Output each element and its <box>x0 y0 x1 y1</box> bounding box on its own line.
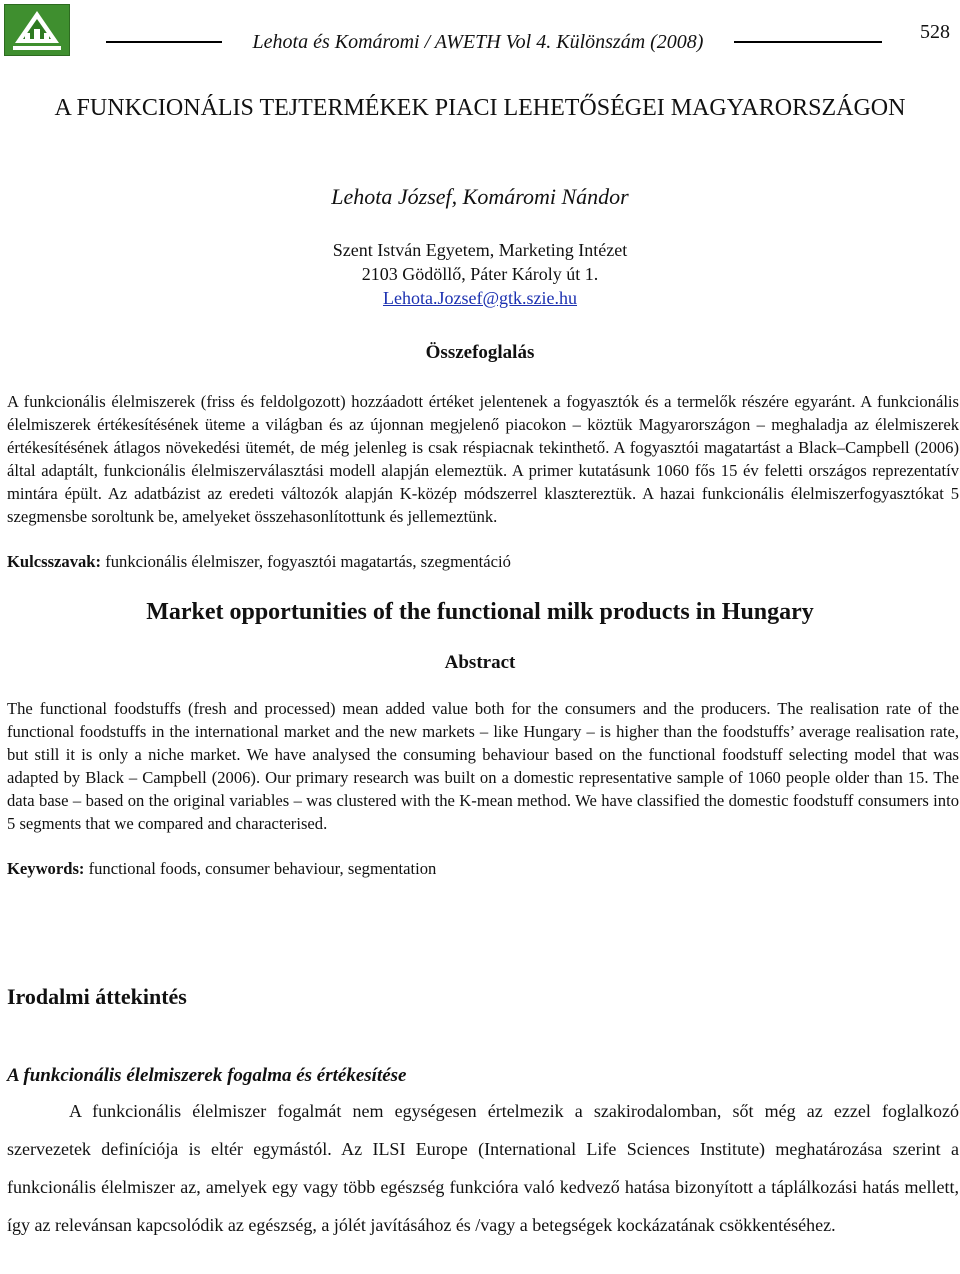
keywords-english <box>7 857 959 880</box>
page-number: 528 <box>920 21 950 43</box>
body-paragraph: A funkcionális élelmiszer fogalmát nem egységesen értelmezik a szakirodalomban, sőt még az ezzel foglalkozó szervezetek definíciója is eltér egymástól. Az ILSI Europe (International Life Sciences Institute) meghatározása szerint a funkcionális élelmiszer az, amelyek egy vagy több egészség funkcióra való kedvező hatása bizonyított a táplálkozási hatás mellett, így az relevánsan kapcsolódik az egészség, a jólét javításához és /vagy a betegségek kockázatának csökkentéséhez. <box>7 1101 959 1235</box>
author-email-link[interactable]: Lehota.Jozsef@gtk.szie.hu <box>382 288 578 308</box>
affiliation <box>0 238 960 310</box>
abstract-text: The functional foodstuffs (fresh and processed) mean added value both for the consumers and the producers. The realisation rate of the functional foodstuffs in the international market and the new markets – like Hungary – is higher than the foodstuffs’ average realisation rate, but still it is only a niche market. We have analysed the consuming behaviour based on the functional foodstuff selecting model that was adapted by Black – Campbell (2006). Our primary research was built on a domestic representative sample of 1060 people older than 15. The data base – based on the original variables – was clustered with the K-mean method. We have classified the domestic foodstuff consumers into 5 segments that we compared and characterised. <box>7 699 959 833</box>
journal-running-head: Lehota és Komáromi / AWETH Vol 4. Különszám (2008) <box>252 31 704 53</box>
header-rule-right <box>734 41 882 43</box>
keywords-en-label: Keywords: <box>7 859 85 878</box>
paper-title-hu-text: A FUNKCIONÁLIS TEJTERMÉKEK PIACI LEHETŐSÉGEI MAGYARORSZÁGON <box>54 95 906 121</box>
section-heading: Irodalmi áttekintés <box>7 984 187 1009</box>
summary-heading: Összefoglalás <box>425 342 535 363</box>
header-rule-left <box>106 41 222 43</box>
paper-title-english: Market opportunities of the functional milk products in Hungary <box>146 599 814 625</box>
summary-text: A funkcionális élelmiszerek (friss és feldolgozott) hozzáadott értéket jelentenek a fogyasztók és a termelők részére egyaránt. A funkcionális élelmiszerek értékesítésének üteme a világban és az újonnan megjelenő piacokon – köztük Magyarországon – meghaladja az élelmiszerek értékesítésének átlagos növekedési ütemét, de még jelenleg is csak réspiacnak tekinthető. A fogyasztói magatartást a Black–Campbell (2006) által adaptált, funkcionális élelmiszerválasztási modell alapján elemeztük. A primer kutatásunk 1060 fős 15 év feletti országos reprezentatív mintára épült. Az adatbázist az eredeti változók alapján K-közép módszerrel klasztereztük. A hazai funkcionális élelmiszerfogyasztókat 5 szegmensbe soroltunk be, amelyeket összehasonlítottunk és jellemeztünk. <box>7 392 959 526</box>
keywords-hungarian <box>7 550 959 573</box>
journal-logo <box>4 4 70 56</box>
keywords-en-text: functional foods, consumer behaviour, segmentation <box>84 859 437 878</box>
keywords-hu-label: Kulcsszavak: <box>7 552 102 571</box>
affiliation-line-1: Szent István Egyetem, Marketing Intézet <box>332 240 628 260</box>
keywords-hu-text: funkcionális élelmiszer, fogyasztói magatartás, szegmentáció <box>101 552 511 571</box>
authors: Lehota József, Komáromi Nándor <box>331 184 629 209</box>
subsection-heading: A funkcionális élelmiszerek fogalma és értékesítése <box>7 1065 407 1086</box>
abstract-heading: Abstract <box>444 652 516 673</box>
affiliation-line-2: 2103 Gödöllő, Páter Károly út 1. <box>361 264 599 284</box>
paper-title-hungarian <box>0 92 960 124</box>
